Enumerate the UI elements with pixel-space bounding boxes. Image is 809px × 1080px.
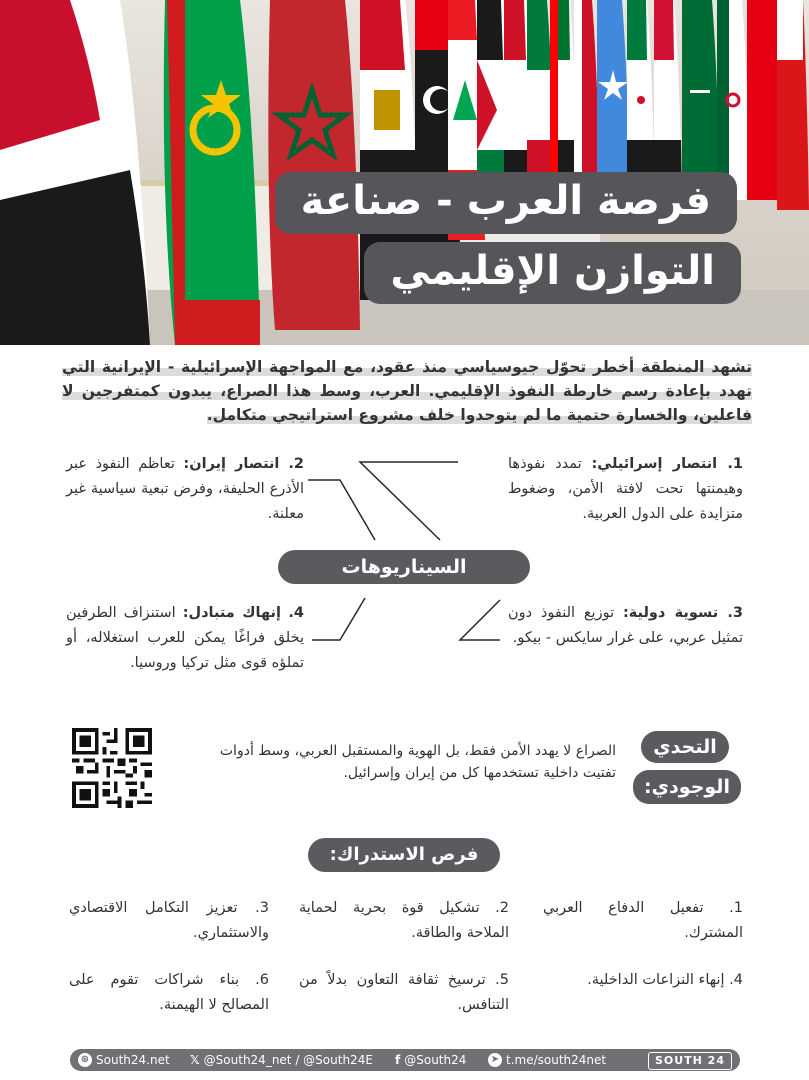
opportunity-6: 6. بناء شراكات تقوم على المصالح لا الهيمنة. <box>69 972 269 1013</box>
globe-icon: ⊕ <box>78 1053 92 1067</box>
scenario-3-title: 3. تسوية دولية: <box>622 605 744 621</box>
scenario-2 <box>66 452 304 527</box>
connector-4 <box>312 598 365 640</box>
challenge-label-2: الوجودي: <box>633 770 741 804</box>
footer-telegram-text: t.me/south24net <box>506 1053 607 1067</box>
scenario-2-text: تعاظم النفوذ عبر الأذرع الحليفة، وفرض تبعية سياسية غير معلنة. <box>66 456 304 522</box>
scenario-4 <box>66 601 304 676</box>
scenario-1-text: تمدد نفوذها وهيمنتها تحت لافتة الأمن، وضغوط متزايدة على الدول العربية. <box>508 456 743 522</box>
scenario-3-text: توزيع النفوذ دون تمثيل عربي، على غرار سايكس - بيكو. <box>508 605 743 646</box>
connector-3 <box>460 600 500 640</box>
opportunity-1: 1. تفعيل الدفاع العربي المشترك. <box>543 900 743 941</box>
opportunity-4: 4. إنهاء النزاعات الداخلية. <box>587 972 743 988</box>
footer-facebook-text: @South24 <box>404 1053 467 1067</box>
challenge-label-1: التحدي <box>641 731 729 763</box>
brand-logo: SOUTH 24 <box>648 1052 732 1070</box>
scenario-4-text: استنزاف الطرفين يخلق فراغًا يمكن للعرب استغلاله، أو تملؤه قوى مثل تركيا وروسيا. <box>66 605 304 671</box>
opportunity-3: 3. تعزيز التكامل الاقتصادي والاستثماري. <box>69 900 269 941</box>
opportunities-label: فرص الاستدراك: <box>308 838 500 872</box>
scenario-3 <box>508 601 743 651</box>
footer-telegram[interactable] <box>488 1049 606 1071</box>
title-line-2: التوازن الإقليمي <box>364 242 741 304</box>
scenarios-label: السيناريوهات <box>278 550 530 584</box>
scenario-4-title: 4. إنهاك متبادل: <box>182 605 304 621</box>
x-icon: 𝕏 <box>190 1053 200 1067</box>
footer-bar <box>70 1049 740 1071</box>
connector-2 <box>308 480 375 540</box>
opportunity-2: 2. تشكيل قوة بحرية لحماية الملاحة والطاقة. <box>299 900 509 941</box>
footer-facebook[interactable] <box>395 1049 466 1071</box>
connector-1 <box>360 462 458 540</box>
title-line-1: فرصة العرب - صناعة <box>275 172 737 234</box>
intro-text: تشهد المنطقة أخطر تحوّل جيوسياسي منذ عقود، مع المواجهة الإسرائيلية - الإيرانية التي تهدد بإعادة رسم خارطة النفوذ الإقليمي. العرب، وسط هذا الصراع، يبدون كمتفرجين لا فاعلين، والخسارة حتمية ما لم يتوحدوا خلف مشروع استراتيجي متكامل. <box>62 358 752 424</box>
footer-twitter[interactable] <box>190 1049 373 1071</box>
challenge-text: الصراع لا يهدد الأمن فقط، بل الهوية والمستقبل العربي، وسط أدوات تفتيت داخلية تستخدمها كل من إيران وإسرائيل. <box>219 743 616 781</box>
scenario-1-title: 1. انتصار إسرائيلي: <box>591 456 743 472</box>
opportunity-5: 5. ترسيخ ثقافة التعاون بدلاً من التنافس. <box>299 972 509 1013</box>
footer-twitter-text: @South24_net / @South24E <box>203 1053 373 1067</box>
footer-website-text: South24.net <box>96 1053 170 1067</box>
footer-website[interactable] <box>78 1049 170 1071</box>
scenario-1 <box>508 452 743 527</box>
telegram-icon: ➤ <box>488 1053 502 1067</box>
scenario-2-title: 2. انتصار إيران: <box>183 456 304 472</box>
facebook-icon: f <box>395 1053 401 1067</box>
qr-code[interactable] <box>72 728 152 808</box>
